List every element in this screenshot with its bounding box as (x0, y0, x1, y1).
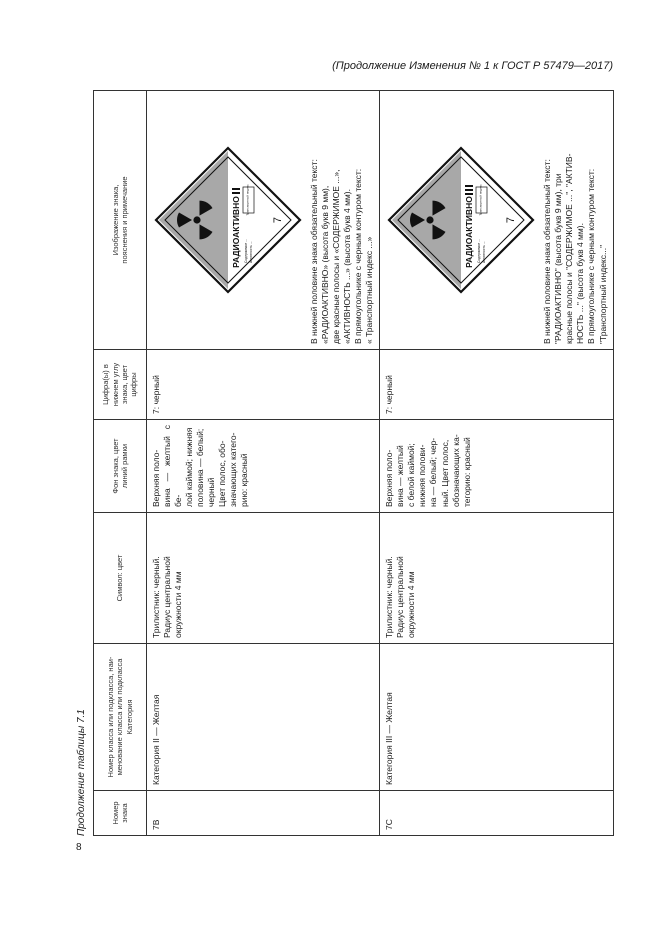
sign-corner-digit: 7 (505, 216, 518, 224)
radioactive-sign-icon (386, 145, 536, 295)
table-row (380, 91, 613, 836)
document-header-note: (Продолжение Изменения № 1 к ГОСТ Р 57479—2017) (332, 60, 613, 72)
sign-word: РАДИОАКТИВНО (464, 196, 475, 268)
category-bars (232, 188, 240, 194)
signs-table (93, 90, 614, 836)
transport-index-label: Транспортный индекс (245, 184, 250, 216)
transport-index-label: Транспортный индекс (478, 184, 483, 216)
background-cell: Верхняя поло- вина — желтый с белой каймой; нижняя полови- на — белый; чер- ный. Цвет полос, обозначающих ка- тегорию: красный (380, 420, 613, 513)
table-row (147, 91, 380, 836)
table-caption: Продолжение таблицы 7.1 (76, 709, 87, 836)
digit-cell: 7: черный (380, 350, 613, 420)
header-sign-number: Номер знака (94, 791, 147, 836)
symbol-cell: Трилистник: черный. Радиус центральной окружности 4 мм (380, 513, 613, 644)
background-cell: Верхняя поло- вина — желтый с бе- лой каймой; нижняя половина — белый; черный Цвет полос, обо- значающих катего- рию: красный (147, 420, 380, 513)
sign-activity-text: Активность ... (482, 241, 487, 263)
table-header-row (94, 91, 147, 836)
page-number: 8 (76, 842, 82, 853)
header-corner-digit: Цифра(ы) в нижнем углу знака, цвет цифры (94, 350, 147, 420)
sign-notes: В нижней половине знака обязательный текст: "РАДИОАКТИВНО" (высота букв 9 мм), три красные полосы и "СОДЕРЖИМОЕ ...", "АКТИВ- НОСТЬ ..." (высота букв 4 мм). В прямоугольнике с черным контуром текст: "Транспортный индекс..." (542, 153, 608, 344)
sign-image-cell (380, 91, 613, 350)
digit-cell: 7: черный (147, 350, 380, 420)
sign-activity-text: Активность ... (249, 241, 253, 263)
category-cell: Категория III — Желтая (380, 644, 613, 791)
symbol-cell: Трилистник: черный. Радиус центральной окружности 4 мм (147, 513, 380, 644)
sign-word: РАДИОАКТИВНО (231, 196, 241, 268)
header-sign-image-notes: Изображение знака, пояснения и примечание (94, 91, 147, 350)
header-class-category: Номер класса или подкласса, наи- менование класса или подкласса Категория (94, 644, 147, 791)
radioactive-sign-icon (153, 145, 303, 295)
sign-contents-text: Содержимое ... (244, 238, 248, 263)
sign-number-cell: 7B (147, 791, 380, 836)
sign-notes: В нижней половине знака обязательный текст: «РАДИОАКТИВНО» (высота букв 9 мм), две красные полосы и «СОДЕРЖИМОЕ ...», «АКТИВНОСТЬ ...» (высота букв 4 мм). В прямоугольнике с черным контуром текст: « Транспортный индекс ...» (309, 159, 375, 344)
sign-corner-digit: 7 (272, 216, 284, 224)
sign-contents-text: Содержимое ... (477, 238, 482, 263)
header-symbol-color: Символ: цвет (94, 513, 147, 644)
header-background-frame: Фон знака, цвет линий рамки (94, 420, 147, 513)
rotated-table-page (76, 91, 608, 836)
sign-number-cell: 7C (380, 791, 613, 836)
category-cell: Категория II — Желтая (147, 644, 380, 791)
sign-image-cell (147, 91, 380, 350)
category-bars (465, 185, 473, 195)
